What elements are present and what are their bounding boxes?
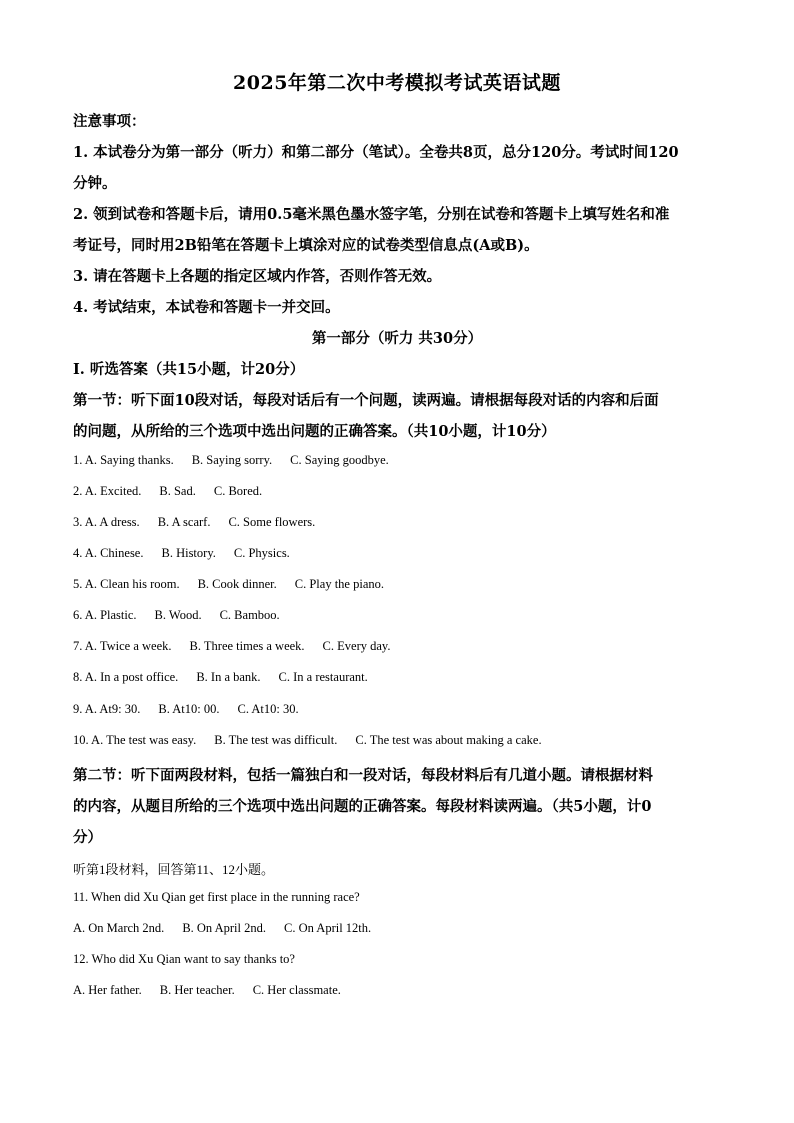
q7-option-c: C. Every day. bbox=[322, 639, 391, 653]
section-i-heading: I. 听选答案（共15小题，计20分） bbox=[73, 361, 305, 378]
q11-option-c: C. On April 12th. bbox=[284, 921, 372, 935]
question-2 bbox=[73, 484, 723, 499]
part1-heading: 第一部分（听力 共30分） bbox=[311, 330, 483, 347]
q5-option-a: 5. A. Clean his room. bbox=[73, 577, 180, 591]
question-1 bbox=[73, 453, 723, 468]
notice-line-3: 2. 领到试卷和答题卡后，请用0.5毫米黑色墨水签字笔，分别在试卷和答题卡上填写姓名和准 bbox=[73, 206, 670, 223]
question-6 bbox=[73, 608, 723, 623]
q10-option-a: 10. A. The test was easy. bbox=[73, 733, 197, 747]
q7-option-a: 7. A. Twice a week. bbox=[73, 639, 172, 653]
q6-option-c: C. Bamboo. bbox=[219, 608, 280, 622]
question-9 bbox=[73, 702, 723, 717]
material-1-intro: 听第1段材料，回答第11、12小题。 bbox=[73, 862, 275, 877]
q5-option-c: C. Play the piano. bbox=[294, 577, 384, 591]
question-12-options bbox=[73, 983, 723, 998]
q4-option-a: 4. A. Chinese. bbox=[73, 546, 144, 560]
q2-option-b: B. Sad. bbox=[159, 484, 196, 498]
q12-option-c: C. Her classmate. bbox=[252, 983, 341, 997]
question-5 bbox=[73, 577, 723, 592]
q8-option-b: B. In a bank. bbox=[196, 670, 261, 684]
notice-line-6: 4. 考试结束，本试卷和答题卡一并交回。 bbox=[73, 299, 340, 316]
q7-option-b: B. Three times a week. bbox=[189, 639, 305, 653]
q1-option-b: B. Saying sorry. bbox=[191, 453, 273, 467]
sub1-instruction-1: 第一节：听下面10段对话，每段对话后有一个问题，读两遍。请根据每段对话的内容和后面 bbox=[73, 392, 659, 409]
q10-option-b: B. The test was difficult. bbox=[214, 733, 338, 747]
sub2-instruction-3: 分） bbox=[73, 829, 102, 846]
q2-option-a: 2. A. Excited. bbox=[73, 484, 142, 498]
q3-option-c: C. Some flowers. bbox=[228, 515, 316, 529]
q11-option-b: B. On April 2nd. bbox=[182, 921, 266, 935]
q9-option-c: C. At10: 30. bbox=[237, 702, 299, 716]
q11-option-a: A. On March 2nd. bbox=[73, 921, 165, 935]
question-10 bbox=[73, 733, 723, 748]
sub1-instruction-2: 的问题，从所给的三个选项中选出问题的正确答案。（共10小题，计10分） bbox=[73, 423, 556, 440]
notice-line-1: 1. 本试卷分为第一部分（听力）和第二部分（笔试）。全卷共8页，总分120分。考试时间120 bbox=[73, 144, 679, 161]
q1-option-c: C. Saying goodbye. bbox=[290, 453, 389, 467]
q5-option-b: B. Cook dinner. bbox=[197, 577, 277, 591]
q3-option-a: 3. A. A dress. bbox=[73, 515, 140, 529]
q2-option-c: C. Bored. bbox=[213, 484, 263, 498]
q8-option-a: 8. A. In a post office. bbox=[73, 670, 179, 684]
q9-option-b: B. At10: 00. bbox=[158, 702, 220, 716]
q9-option-a: 9. A. At9: 30. bbox=[73, 702, 141, 716]
question-11-options bbox=[73, 921, 723, 936]
sub2-instruction-2: 的内容，从题目所给的三个选项中选出问题的正确答案。每段材料读两遍。（共5小题，计0 bbox=[73, 798, 652, 815]
exam-title: 2025年第二次中考模拟考试英语试题 bbox=[233, 72, 561, 94]
sub2-instruction-1: 第二节：听下面两段材料，包括一篇独白和一段对话，每段材料后有几道小题。请根据材料 bbox=[73, 767, 653, 784]
q6-option-b: B. Wood. bbox=[154, 608, 202, 622]
q10-option-c: C. The test was about making a cake. bbox=[355, 733, 542, 747]
q4-option-b: B. History. bbox=[161, 546, 216, 560]
question-3 bbox=[73, 515, 723, 530]
q12-option-b: B. Her teacher. bbox=[159, 983, 235, 997]
q6-option-a: 6. A. Plastic. bbox=[73, 608, 137, 622]
notice-heading: 注意事项： bbox=[73, 113, 146, 130]
q8-option-c: C. In a restaurant. bbox=[278, 670, 368, 684]
question-7 bbox=[73, 639, 723, 654]
question-8 bbox=[73, 670, 723, 685]
q4-option-c: C. Physics. bbox=[233, 546, 290, 560]
question-11-stem: 11. When did Xu Qian get first place in the running race? bbox=[73, 890, 360, 904]
q1-option-a: 1. A. Saying thanks. bbox=[73, 453, 174, 467]
q3-option-b: B. A scarf. bbox=[157, 515, 211, 529]
question-12-stem: 12. Who did Xu Qian want to say thanks to? bbox=[73, 952, 295, 966]
notice-line-2: 分钟。 bbox=[73, 175, 117, 192]
notice-line-5: 3. 请在答题卡上各题的指定区域内作答，否则作答无效。 bbox=[73, 268, 442, 285]
q12-option-a: A. Her father. bbox=[73, 983, 142, 997]
question-4 bbox=[73, 546, 723, 561]
notice-line-4: 考证号，同时用2B铅笔在答题卡上填涂对应的试卷类型信息点(A或B)。 bbox=[73, 237, 539, 254]
